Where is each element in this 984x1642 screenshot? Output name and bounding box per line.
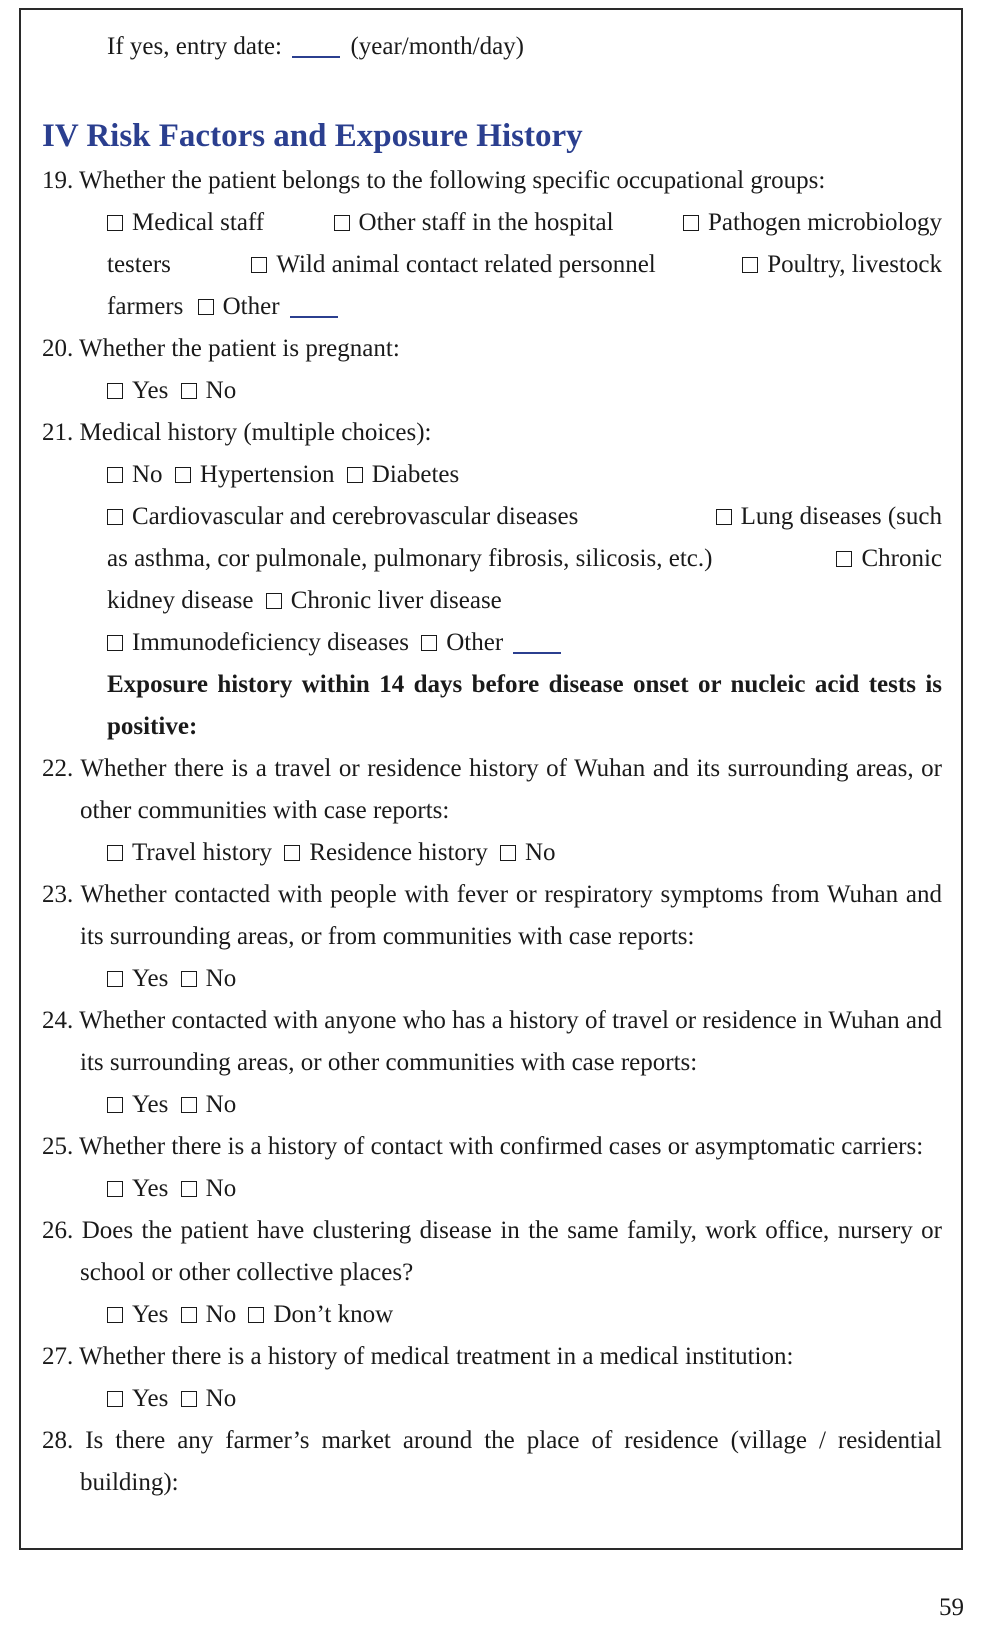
checkbox[interactable]	[248, 1307, 264, 1323]
option-label: No	[525, 839, 556, 866]
option-label: Yes	[132, 1175, 169, 1202]
option-label: farmers	[107, 293, 184, 320]
option-label: testers	[107, 251, 171, 278]
option-label: Yes	[132, 1385, 169, 1412]
option-label: Don’t know	[273, 1301, 394, 1328]
checkbox[interactable]	[181, 1097, 197, 1113]
section-heading: IV Risk Factors and Exposure History	[42, 118, 583, 154]
checkbox[interactable]	[334, 215, 350, 231]
checkbox[interactable]	[181, 1307, 197, 1323]
q22-options	[42, 832, 942, 874]
q19-options-row-3	[42, 286, 942, 328]
option-label: kidney disease	[107, 587, 254, 614]
option-label: Pathogen microbiology	[708, 209, 942, 236]
option-label: No	[205, 1385, 237, 1412]
checkbox[interactable]	[181, 971, 197, 987]
q19-options-row-2	[42, 244, 942, 286]
option-label: No	[132, 461, 163, 488]
form-content	[42, 8, 942, 1504]
option-label: Wild animal contact related personnel	[276, 251, 656, 278]
q20-options	[42, 370, 942, 412]
question-25: 25. Whether there is a history of contact with confirmed cases or asymptomatic carriers:	[42, 1133, 924, 1160]
option-label: No	[205, 965, 237, 992]
q21-options-row-4	[42, 580, 942, 622]
checkbox[interactable]	[716, 509, 732, 525]
page-number: 59	[939, 1594, 964, 1621]
question-23: 23. Whether contacted with people with fever or respiratory symptoms from Wuhan and its surrounding areas, or from communities with case reports:	[42, 881, 942, 950]
option-label: Cardiovascular and cerebrovascular diseases	[132, 503, 579, 530]
question-20: 20. Whether the patient is pregnant:	[42, 335, 400, 362]
checkbox[interactable]	[181, 383, 197, 399]
checkbox[interactable]	[181, 1181, 197, 1197]
checkbox[interactable]	[107, 971, 123, 987]
question-22: 22. Whether there is a travel or residence history of Wuhan and its surrounding areas, or other communities with case reports:	[42, 755, 942, 824]
checkbox[interactable]	[836, 551, 852, 567]
checkbox[interactable]	[107, 509, 123, 525]
option-label: No	[205, 1091, 237, 1118]
checkbox[interactable]	[251, 257, 267, 273]
question-26: 26. Does the patient have clustering disease in the same family, work office, nursery or school or other collective places?	[42, 1217, 942, 1286]
checkbox[interactable]	[181, 1391, 197, 1407]
option-label: Yes	[132, 965, 169, 992]
checkbox[interactable]	[500, 845, 516, 861]
option-label: Residence history	[309, 839, 488, 866]
exposure-note: Exposure history within 14 days before disease onset or nucleic acid tests is positive:	[107, 671, 942, 740]
question-27: 27. Whether there is a history of medical treatment in a medical institution:	[42, 1343, 794, 1370]
checkbox[interactable]	[107, 635, 123, 651]
checkbox[interactable]	[347, 467, 363, 483]
checkbox[interactable]	[266, 593, 282, 609]
checkbox[interactable]	[742, 257, 758, 273]
checkbox[interactable]	[107, 1307, 123, 1323]
option-label: Yes	[132, 377, 169, 404]
checkbox[interactable]	[421, 635, 437, 651]
option-label: Lung diseases (such	[740, 503, 942, 530]
option-label: No	[205, 1301, 237, 1328]
option-label: No	[205, 1175, 237, 1202]
q26-options	[42, 1294, 942, 1336]
checkbox[interactable]	[107, 467, 123, 483]
q21-options-row-2	[42, 496, 942, 538]
question-28: 28. Is there any farmer’s market around the place of residence (village / residential building):	[42, 1427, 942, 1496]
checkbox[interactable]	[198, 299, 214, 315]
question-19: 19. Whether the patient belongs to the following specific occupational groups:	[42, 167, 826, 194]
option-label: Yes	[132, 1091, 169, 1118]
question-21: 21. Medical history (multiple choices):	[42, 419, 432, 446]
q25-options	[42, 1168, 942, 1210]
checkbox[interactable]	[107, 215, 123, 231]
option-label: Other staff in the hospital	[358, 209, 614, 236]
q24-options	[42, 1084, 942, 1126]
option-label: Poultry, livestock	[767, 251, 942, 278]
checkbox[interactable]	[284, 845, 300, 861]
option-label: Chronic liver disease	[290, 587, 502, 614]
option-label: No	[205, 377, 237, 404]
option-label: Other	[222, 293, 280, 320]
question-24: 24. Whether contacted with anyone who has a history of travel or residence in Wuhan and its surrounding areas, or other communities with case reports:	[42, 1007, 942, 1076]
option-label: Other	[446, 629, 504, 656]
q21-options-row-5	[42, 622, 942, 664]
entry-date-format: (year/month/day)	[350, 33, 524, 60]
q19-options-row-1	[42, 202, 942, 244]
checkbox[interactable]	[107, 1391, 123, 1407]
checkbox[interactable]	[107, 1097, 123, 1113]
option-label: Chronic	[861, 545, 942, 572]
checkbox[interactable]	[683, 215, 699, 231]
option-label: Travel history	[132, 839, 273, 866]
other-blank[interactable]	[290, 316, 338, 318]
option-label: Hypertension	[199, 461, 335, 488]
entry-date-line	[42, 26, 942, 68]
checkbox[interactable]	[175, 467, 191, 483]
option-label: Diabetes	[371, 461, 460, 488]
option-label: as asthma, cor pulmonale, pulmonary fibrosis, silicosis, etc.)	[107, 545, 713, 572]
option-label: Immunodeficiency diseases	[132, 629, 409, 656]
checkbox[interactable]	[107, 1181, 123, 1197]
q21-options-row-3	[42, 538, 942, 580]
entry-date-blank[interactable]	[292, 56, 340, 58]
entry-date-label: If yes, entry date:	[107, 33, 282, 60]
option-label: Yes	[132, 1301, 169, 1328]
other-blank[interactable]	[513, 652, 561, 654]
q23-options	[42, 958, 942, 1000]
checkbox[interactable]	[107, 383, 123, 399]
q27-options	[42, 1378, 942, 1420]
checkbox[interactable]	[107, 845, 123, 861]
option-label: Medical staff	[132, 209, 265, 236]
q21-options-row-1	[42, 454, 942, 496]
